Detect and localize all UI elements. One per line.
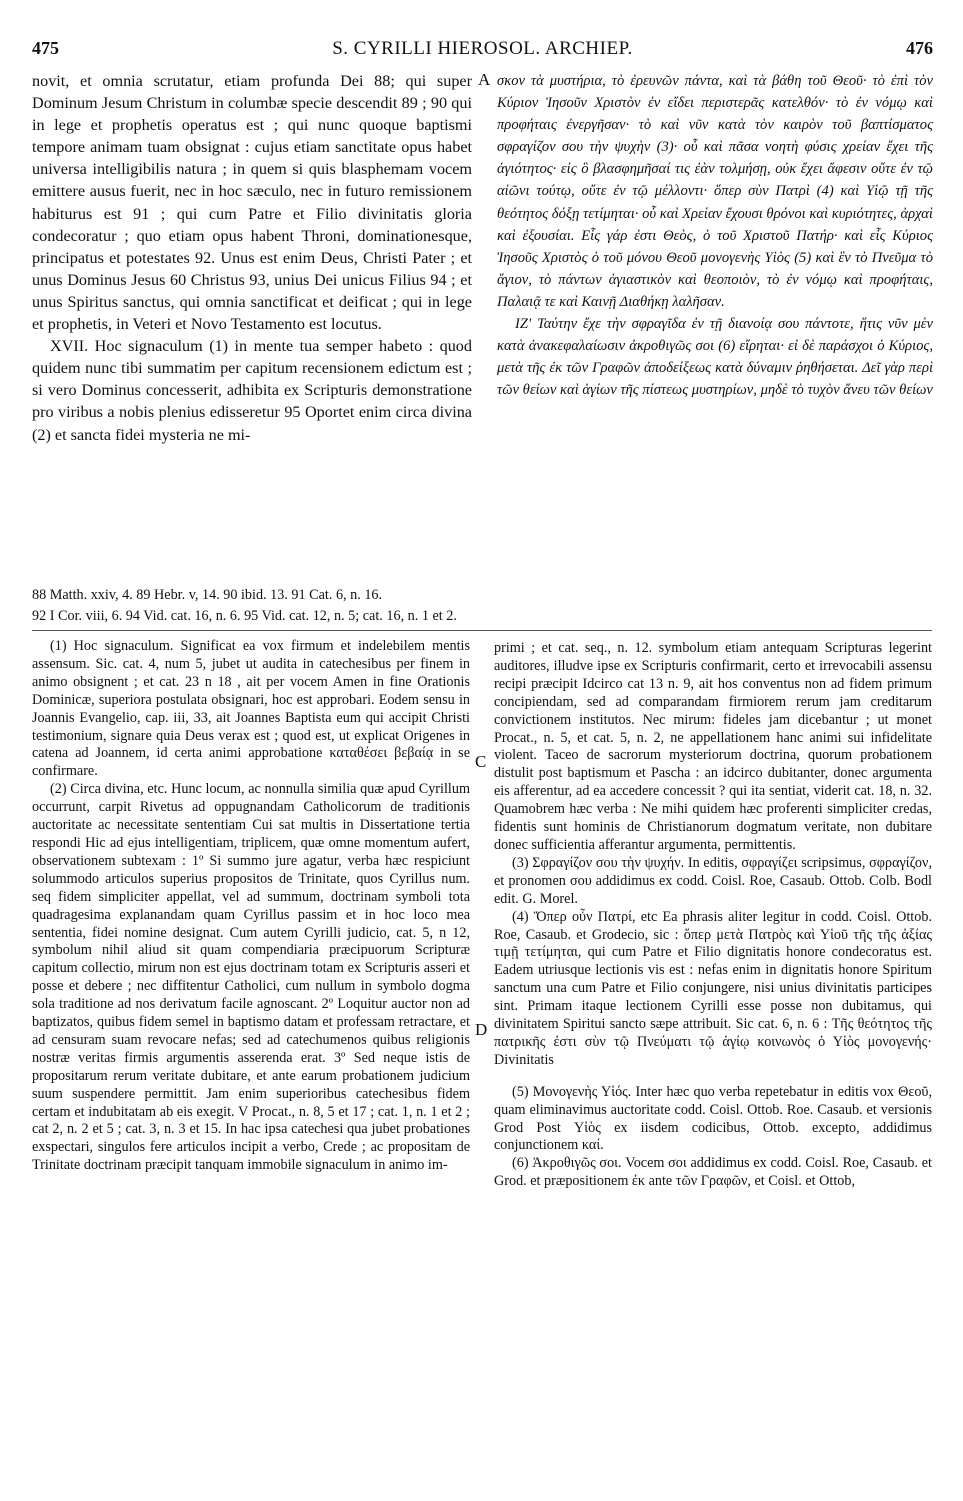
greek-paragraph: σκον τὰ μυστήρια, τὸ ἐρευνῶν πάντα, καὶ τὰ βάθη τοῦ Θεοῦ· τὸ ἐπὶ τὸν Κύριον Ἰησοῦν Χριστὸν ἐν εἴδει περιστερᾶς κατελθόν· τὸ ἐν νόμῳ καὶ προφήταις ἐνεργῆσαν· τὸ καὶ νῦν κατὰ τὸν καιρὸν τοῦ βαπτίσματος σφραγίζον σου τὴν ψυχὴν (3)· οὗ καὶ πᾶσα νοητὴ φύσις χρείαν ἔχει τῆς ἁγιότητος· εἰς ὃ βλασφημῆσαί τις ἐὰν τολμήσῃ, οὐκ ἔχει ἄφεσιν οὔτε ἐν τῷ αἰῶνι τούτῳ, οὔτε ἐν τῷ μέλλοντι· ὅπερ σὺν Πατρὶ (4) καὶ Υἱῷ τῇ τῆς θεότητος δόξῃ τετίμηται· οὗ καὶ Χρείαν ἔχουσι θρόνοι καὶ κυριότητες, ἀρχαὶ καὶ ἐξουσίαι. Εἷς γάρ ἐστι Θεὸς, ὁ τοῦ Χριστοῦ Πατήρ· καὶ εἷς Κύριος Ἰησοῦς Χριστὸς ὁ τοῦ μόνου Θεοῦ μονογενὴς Υἱὸς (5) καὶ ἓν τὸ Πνεῦμα τὸ ἅγιον, τὸ πάντων ἁγιαστικὸν καὶ θεοποιὸν, τὸ ἐν νόμῳ καὶ προφήταις, Παλαιᾷ τε καὶ Καινῇ Διαθήκῃ λαλῆσαν. [497,73,933,310]
latin-paragraph: XVII. Hoc signaculum (1) in mente tua semper habeto : quod quidem nunc tibi summatim per capitum recensionem edictum est ; si vero Dominus concesserit, adhibita ex Scripturis demonstratione pro viribus a nobis plenius edisseretur 95 Oportet enim circa divina (2) et sancta fidei mysteria ne mi- [32,337,472,444]
note-paragraph: (1) Hoc signaculum. Significat ea vox firmum et indelebilem mentis assensum. Sic. cat. 4, num 5, jubet ut audita in catechesibus per finem in animo obsignent ; et cat. 23 n 18 , ait per vocem Amen in fine Orationis Dominicæ, superiora postulata obsignari, hoc est approbari. Eodem sensu in Joannis Evangelio, cap. iii, 33, ait Joannes Baptista eum qui accipit Christi testimonium, signare quia Deus verax est ; quod est, ut explicat Origenes in catena ad Joannem, id certa animi approbatione καταθέσει βεβαίᾳ in se confirmare. [32,638,470,780]
note-paragraph: primi ; et cat. seq., n. 12. symbolum etiam antequam Scripturas legerint auditores, illudve ipse ex Scripturis confirmarit, certo et irrevocabili assensu recipi præcipit Idcirco cat 13 n. 9, ait hos conventus non ad fidem primum concipiendam, sed ad comparandam firmiorem rerum jam creditarum convictionem institutos. Nec mirum: fideles jam dicebantur ; ut monet Procat., n. 5, et cat. 5, n. 2, ne appellationem hanc animi sui infidelitate violent. Taceo de sacrorum mysteriorum doctrina, quorum probationem distulit post baptismum et Pascha : an idcirco dubitanter, donec argumenta eis afferentur, ad ea accedere concessit ? qui ita sentiat, viderit cat. 18, n. 32. Quamobrem hæc verba : Ne mihi quidem hæc proferenti simpliciter credas, fidentis sunt hominis de Christianorum dogmatum veritate, non dubitare donec sufficientia afferantur argumenta, permittentis. [494,640,932,853]
notes-right-column [494,640,932,1191]
latin-paragraph: novit, et omnia scrutatur, etiam profunda Dei 88; qui super Dominum Jesum Christum in columbæ specie descendit 89 ; 90 qui in lege et prophetis operatus est ; qui nunc quoque baptismi tempore animam tuam obsignat : cujus etiam sanctitate opus habet universa intelligibilis natura ; in quem si quis blasphemam vocem emittere ausus fuerit, nec in hoc sæculo, nec in futuro remissionem habiturus est 91 ; qui cum Patre et Filio divinitatis gloria condecoratur ; quo etiam opus habent Throni, dominationesque, principatus et potestates 92. Unus est enim Deus, Christi Pater ; et unus Dominus Jesus 60 Christus 93, unius Dei unicus Filius 94 ; et unus Spiritus sanctus, qui omnia sanctificat et deificat ; qui in lege et prophetis, in Veteri et Novo Testamento est locutus. [32,72,472,334]
margin-marker-d: D [475,1020,488,1039]
spacer [494,1070,932,1084]
note-paragraph: (3) Σφραγίζον σου τὴν ψυχήν. In editis, σφραγίζει scripsimus, σφραγίζον, et pronomen σου addidimus ex codd. Coisl. Roe, Casaub. Ottob. Colb. Bodl edit. G. Morel. [494,854,932,907]
footnote-line: 92 I Cor. viii, 6. 94 Vid. cat. 16, n. 6. 95 Vid. cat. 12, n. 5; cat. 16, n. 1 et 2. [32,607,457,624]
page-number-right: 476 [906,38,933,58]
greek-paragraph: ΙΖʹ Ταύτην ἔχε τὴν σφραγῖδα ἐν τῇ διανοίᾳ σου πάντοτε, ἥτις νῦν μὲν κατὰ ἀνακεφαλαίωσιν ἀκροθιγῶς σοι (6) εἴρηται· εἰ δὲ παράσχοι ὁ Κύριος, μετὰ τῆς ἐκ τῶν Γραφῶν ἀποδείξεως κατὰ δύναμιν ῥηθήσεται. Δεῖ γὰρ περὶ τῶν θείων καὶ ἁγίων τῆς πίστεως μυστηρίων, μηδὲ τὸ τυχὸν ἄνευ τῶν θείων [497,316,933,399]
latin-column [32,70,472,446]
footnotes [32,585,932,626]
greek-column [497,70,933,401]
running-title: S. CYRILLI HIEROSOL. ARCHIEP. [332,38,633,59]
footnote-line: 88 Matth. xxiv, 4. 89 Hebr. v, 14. 90 ibid. 13. 91 Cat. 6, n. 16. [32,587,383,603]
notes-left-column [32,638,470,1175]
note-paragraph: (5) Μονογενὴς Υἱός. Inter hæc quo verba repetebatur in editis vox Θεοῦ, quam eliminavimus auctoritate codd. Coisl. Ottob. Roe. Casaub. et versionis Grod Post Υἱὸς ex iisdem codicibus, Ottob. excepto, addidimus conjunctionem καί. [494,1083,932,1154]
note-paragraph: (2) Circa divina, etc. Hunc locum, ac nonnulla similia quæ apud Cyrillum occurrunt, carpit Rivetus ad oppugnandam Catholicorum de traditionis auctoritate ac necessitate sententiam Cui sat multis in Dissertatione tertia respondi Hic ad ejus intelligentiam, triplicem, quæ omne momentum aufert, observationem subtexam : 1º Si summo jure agatur, verba hæc respiciunt solummodo articulos superius propositos de Trinitate, quos Cyrillus num. seq fidem simpliciter appellat, vel ad summum, doctrinam symboli tota quadragesima explanandam quam Cyrillus passim et in hoc loco mea sententia, fidei nomine designat. Cum autem Cyrilli judicio, cat. 5, n 12, symbolum nihil aliud sit quam compendiaria præcipuorum Scripturæ capitum collectio, mirum non est ejus doctrinam totam ex Scripturis asseri et posse et debere ; nec diffitentur Catholici, cum nullum in symbolo dogma sola traditione ad nos derivatum facile agnoscant. 2º Loquitur auctor non ad baptizatos, quibus fidem semel in baptismo datam et professam retractare, et ad censuram suam revocare nefas; sed ad catechumenos quibus religionis nostræ veritas firmis argumentis asserenda erat. 3º Sed neque istis de propositarum rerum veritate dubitare, et ante earum probationem judicium suum suspendere permittit. Jam enim superioribus catechesibus fidem certam et indubitatam ab eis exegit. V Procat., n. 8, 5 et 17 ; cat. 1, n. 1 et 2 ; cat 2, n. 2 et 5 ; cat. 3, n. 3 et 15. In hac ipsa catechesi qua jubet probationes exspectari, singulos fere articulos incipit a verbo, Crede ; ac propositam de Trinitate doctrinam præcipit tanquam immobile signaculum in animo im- [32,781,470,1174]
margin-marker-a: A [478,70,491,89]
page-number-left: 475 [32,38,59,58]
note-paragraph: (6) Ἀκροθιγῶς σοι. Vocem σοι addidimus ex codd. Coisl. Roe, Casaub. et Grod. et præpositionem ἐκ ante τῶν Γραφῶν, et Coisl. et Ottob, [494,1155,932,1190]
note-paragraph: (4) Ὅπερ οὖν Πατρί, etc Ea phrasis aliter legitur in codd. Coisl. Ottob. Roe, Casaub. et Grodecio, sic : ὅπερ μετὰ Πατρὸς καὶ Υἱοῦ τῆς τῆς ἀξίας τιμῇ τετίμηται, qui cum Patre et Filio dignitatis honore condecoratus est. Eadem utriusque lectionis vis est : nefas enim in dignitatis honore Spiritum sanctum una cum Patre et Filio conjungere, nisi unius divinitatis participes sint. Primam itaque lectionem Cyrilli esse posse non dubitamus, qui divinitatem Spiritui sancto sæpe attribuit. Sic cat. 6, n. 6 : Τῆς θεότητος τῆς πατρικῆς ἐστι σὺν τῷ Πνεύματι τῷ ἁγίῳ κοινωνὸς ὁ Υἱὸς μονογενής· Divinitatis [494,908,932,1068]
running-header [32,38,933,62]
margin-marker-c: C [475,752,487,771]
divider [32,630,932,631]
